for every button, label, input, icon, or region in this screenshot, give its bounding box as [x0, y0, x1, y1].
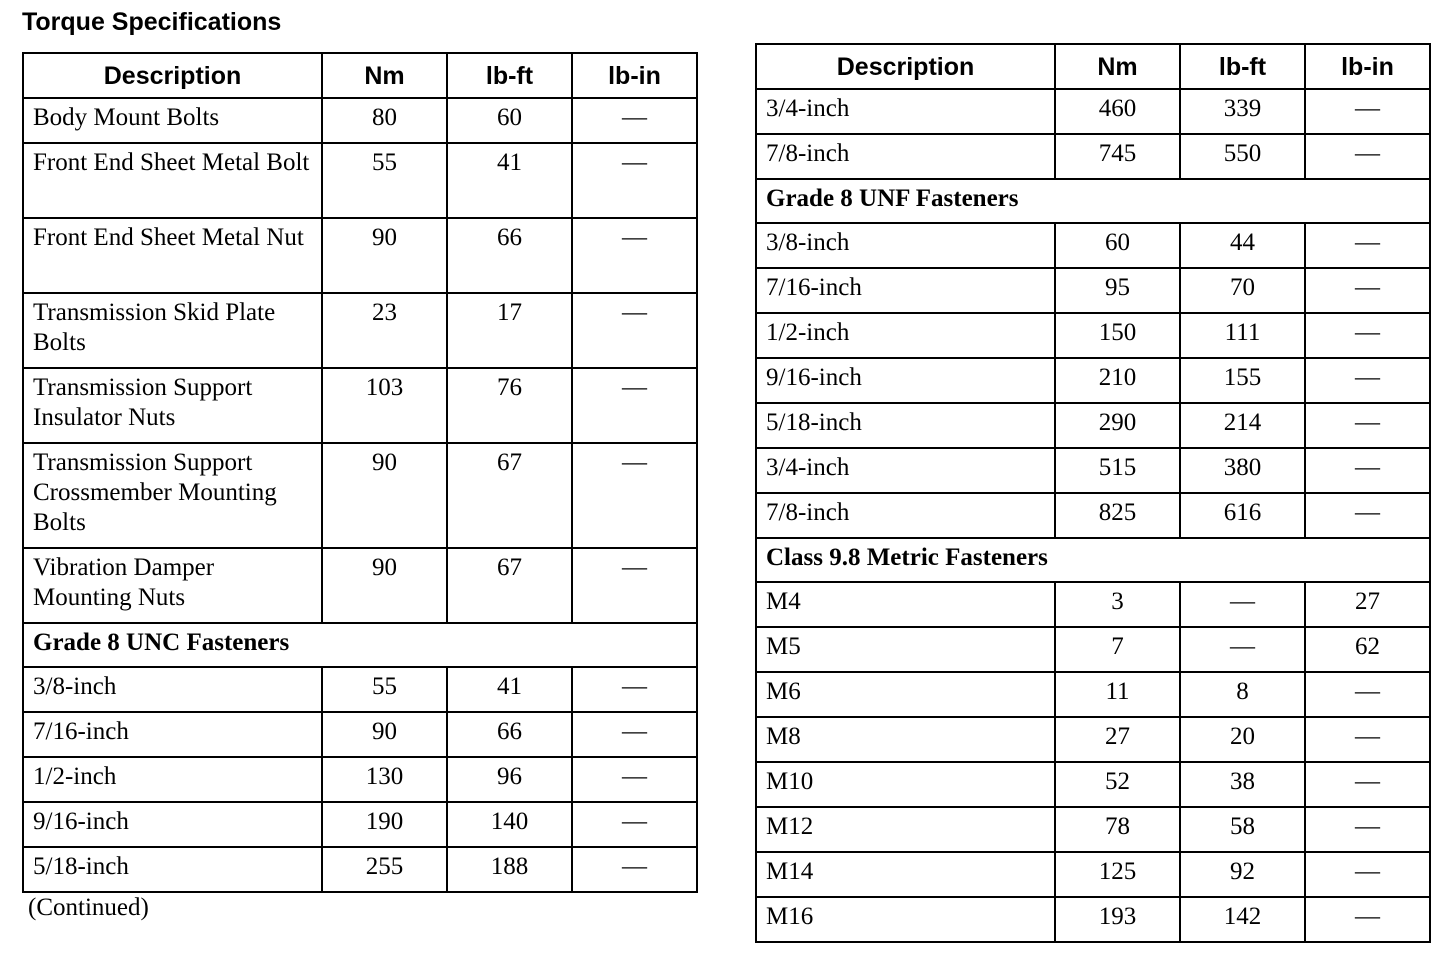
table-row: [756, 403, 1430, 448]
cell-description: 7/8-inch: [756, 134, 1055, 179]
cell-lb-ft: 92: [1180, 852, 1305, 897]
cell-nm: 52: [1055, 762, 1180, 807]
table-row: [756, 448, 1430, 493]
cell-nm: 95: [1055, 268, 1180, 313]
cell-lb-in: —: [1305, 313, 1430, 358]
cell-nm: 55: [322, 143, 447, 218]
cell-lb-ft: 76: [447, 368, 572, 443]
cell-description: Transmission Support Crossmember Mounting Bolts: [23, 443, 322, 548]
cell-lb-in: —: [1305, 852, 1430, 897]
cell-description: 1/2-inch: [756, 313, 1055, 358]
cell-nm: 23: [322, 293, 447, 368]
table-row: [23, 218, 697, 293]
cell-lb-ft: 60: [447, 98, 572, 143]
cell-lb-in: —: [572, 548, 697, 623]
cell-nm: 745: [1055, 134, 1180, 179]
cell-nm: 125: [1055, 852, 1180, 897]
table-row: [23, 443, 697, 548]
cell-lb-ft: 20: [1180, 717, 1305, 762]
cell-lb-in: —: [572, 802, 697, 847]
column-header-lb-ft: lb-ft: [1180, 44, 1305, 89]
table-row: [756, 89, 1430, 134]
table-row: [23, 548, 697, 623]
cell-description: 3/4-inch: [756, 89, 1055, 134]
cell-description: 9/16-inch: [756, 358, 1055, 403]
table-row: [756, 807, 1430, 852]
cell-lb-in: —: [1305, 897, 1430, 942]
cell-nm: 60: [1055, 223, 1180, 268]
cell-nm: 825: [1055, 493, 1180, 538]
cell-description: 9/16-inch: [23, 802, 322, 847]
cell-lb-ft: 17: [447, 293, 572, 368]
cell-nm: 90: [322, 712, 447, 757]
cell-lb-ft: 380: [1180, 448, 1305, 493]
page-title: Torque Specifications: [22, 8, 282, 36]
cell-nm: 290: [1055, 403, 1180, 448]
cell-nm: 515: [1055, 448, 1180, 493]
cell-lb-in: —: [572, 368, 697, 443]
section-row: [23, 623, 697, 667]
table-row: [23, 143, 697, 218]
cell-lb-ft: —: [1180, 582, 1305, 627]
cell-description: 5/18-inch: [23, 847, 322, 892]
cell-lb-in: —: [572, 712, 697, 757]
cell-nm: 90: [322, 218, 447, 293]
cell-description: 1/2-inch: [23, 757, 322, 802]
cell-description: Vibration Damper Mounting Nuts: [23, 548, 322, 623]
cell-lb-in: —: [572, 667, 697, 712]
column-header-lb-in: lb-in: [572, 53, 697, 98]
header-row: [756, 44, 1430, 89]
cell-nm: 78: [1055, 807, 1180, 852]
cell-nm: 150: [1055, 313, 1180, 358]
column-header-description: Description: [756, 44, 1055, 89]
cell-nm: 193: [1055, 897, 1180, 942]
cell-lb-ft: 140: [447, 802, 572, 847]
cell-description: 3/4-inch: [756, 448, 1055, 493]
table-row: [23, 757, 697, 802]
cell-description: 3/8-inch: [23, 667, 322, 712]
cell-lb-ft: 41: [447, 667, 572, 712]
cell-lb-ft: 8: [1180, 672, 1305, 717]
section-heading: Class 9.8 Metric Fasteners: [756, 538, 1430, 582]
cell-lb-in: —: [572, 757, 697, 802]
cell-lb-in: —: [1305, 493, 1430, 538]
cell-lb-in: —: [1305, 762, 1430, 807]
cell-lb-in: —: [1305, 89, 1430, 134]
cell-lb-in: —: [572, 293, 697, 368]
continued-note: (Continued): [28, 894, 149, 921]
cell-lb-in: —: [1305, 717, 1430, 762]
cell-lb-ft: 41: [447, 143, 572, 218]
cell-lb-in: —: [1305, 403, 1430, 448]
table-row: [756, 493, 1430, 538]
table-row: [756, 717, 1430, 762]
cell-description: 7/8-inch: [756, 493, 1055, 538]
cell-lb-in: —: [1305, 223, 1430, 268]
cell-lb-ft: —: [1180, 627, 1305, 672]
section-heading: Grade 8 UNC Fasteners: [23, 623, 697, 667]
cell-lb-in: —: [1305, 358, 1430, 403]
cell-lb-ft: 38: [1180, 762, 1305, 807]
cell-nm: 255: [322, 847, 447, 892]
cell-description: M6: [756, 672, 1055, 717]
cell-description: M5: [756, 627, 1055, 672]
cell-lb-in: —: [572, 847, 697, 892]
cell-lb-ft: 142: [1180, 897, 1305, 942]
table-row: [756, 672, 1430, 717]
cell-lb-ft: 44: [1180, 223, 1305, 268]
cell-description: Body Mount Bolts: [23, 98, 322, 143]
cell-nm: 103: [322, 368, 447, 443]
cell-lb-ft: 550: [1180, 134, 1305, 179]
cell-lb-ft: 339: [1180, 89, 1305, 134]
cell-description: Front End Sheet Metal Bolt: [23, 143, 322, 218]
cell-lb-ft: 214: [1180, 403, 1305, 448]
cell-lb-in: —: [572, 98, 697, 143]
cell-description: Transmission Support Insulator Nuts: [23, 368, 322, 443]
cell-description: 3/8-inch: [756, 223, 1055, 268]
cell-lb-ft: 66: [447, 218, 572, 293]
table-row: [756, 134, 1430, 179]
table-row: [23, 847, 697, 892]
table-body: [23, 98, 697, 892]
table-row: [756, 223, 1430, 268]
cell-lb-ft: 616: [1180, 493, 1305, 538]
table-row: [23, 368, 697, 443]
column-header-nm: Nm: [1055, 44, 1180, 89]
cell-description: M10: [756, 762, 1055, 807]
cell-lb-ft: 66: [447, 712, 572, 757]
cell-description: M16: [756, 897, 1055, 942]
cell-description: M12: [756, 807, 1055, 852]
cell-lb-in: —: [572, 143, 697, 218]
table-row: [756, 762, 1430, 807]
cell-lb-ft: 96: [447, 757, 572, 802]
column-header-nm: Nm: [322, 53, 447, 98]
cell-nm: 80: [322, 98, 447, 143]
cell-lb-in: 27: [1305, 582, 1430, 627]
section-row: [756, 179, 1430, 223]
cell-lb-ft: 155: [1180, 358, 1305, 403]
table-row: [23, 98, 697, 143]
cell-description: M14: [756, 852, 1055, 897]
table-row: [23, 667, 697, 712]
cell-nm: 90: [322, 443, 447, 548]
cell-description: 5/18-inch: [756, 403, 1055, 448]
table-row: [756, 852, 1430, 897]
cell-lb-ft: 67: [447, 548, 572, 623]
table-row: [756, 268, 1430, 313]
cell-lb-ft: 67: [447, 443, 572, 548]
table-row: [756, 313, 1430, 358]
cell-lb-in: —: [1305, 672, 1430, 717]
table-row: [756, 582, 1430, 627]
cell-lb-in: —: [1305, 268, 1430, 313]
cell-nm: 7: [1055, 627, 1180, 672]
cell-nm: 210: [1055, 358, 1180, 403]
table-row: [756, 897, 1430, 942]
cell-lb-ft: 111: [1180, 313, 1305, 358]
cell-description: M8: [756, 717, 1055, 762]
cell-description: M4: [756, 582, 1055, 627]
section-row: [756, 538, 1430, 582]
table-body: [756, 89, 1430, 942]
cell-nm: 190: [322, 802, 447, 847]
table-row: [23, 712, 697, 757]
cell-description: 7/16-inch: [23, 712, 322, 757]
table-row: [23, 802, 697, 847]
cell-nm: 460: [1055, 89, 1180, 134]
cell-lb-in: —: [572, 218, 697, 293]
cell-description: 7/16-inch: [756, 268, 1055, 313]
cell-description: Transmission Skid Plate Bolts: [23, 293, 322, 368]
cell-lb-in: 62: [1305, 627, 1430, 672]
column-header-description: Description: [23, 53, 322, 98]
cell-lb-in: —: [1305, 807, 1430, 852]
section-heading: Grade 8 UNF Fasteners: [756, 179, 1430, 223]
cell-nm: 130: [322, 757, 447, 802]
cell-lb-ft: 58: [1180, 807, 1305, 852]
cell-lb-in: —: [1305, 134, 1430, 179]
cell-nm: 90: [322, 548, 447, 623]
table-row: [756, 358, 1430, 403]
cell-lb-ft: 70: [1180, 268, 1305, 313]
column-header-lb-ft: lb-ft: [447, 53, 572, 98]
table-row: [756, 627, 1430, 672]
cell-nm: 27: [1055, 717, 1180, 762]
cell-nm: 11: [1055, 672, 1180, 717]
cell-lb-ft: 188: [447, 847, 572, 892]
cell-lb-in: —: [1305, 448, 1430, 493]
torque-table-right: [755, 43, 1431, 943]
table-row: [23, 293, 697, 368]
header-row: [23, 53, 697, 98]
torque-table-left: [22, 52, 698, 893]
cell-lb-in: —: [572, 443, 697, 548]
cell-nm: 3: [1055, 582, 1180, 627]
column-header-lb-in: lb-in: [1305, 44, 1430, 89]
cell-description: Front End Sheet Metal Nut: [23, 218, 322, 293]
cell-nm: 55: [322, 667, 447, 712]
